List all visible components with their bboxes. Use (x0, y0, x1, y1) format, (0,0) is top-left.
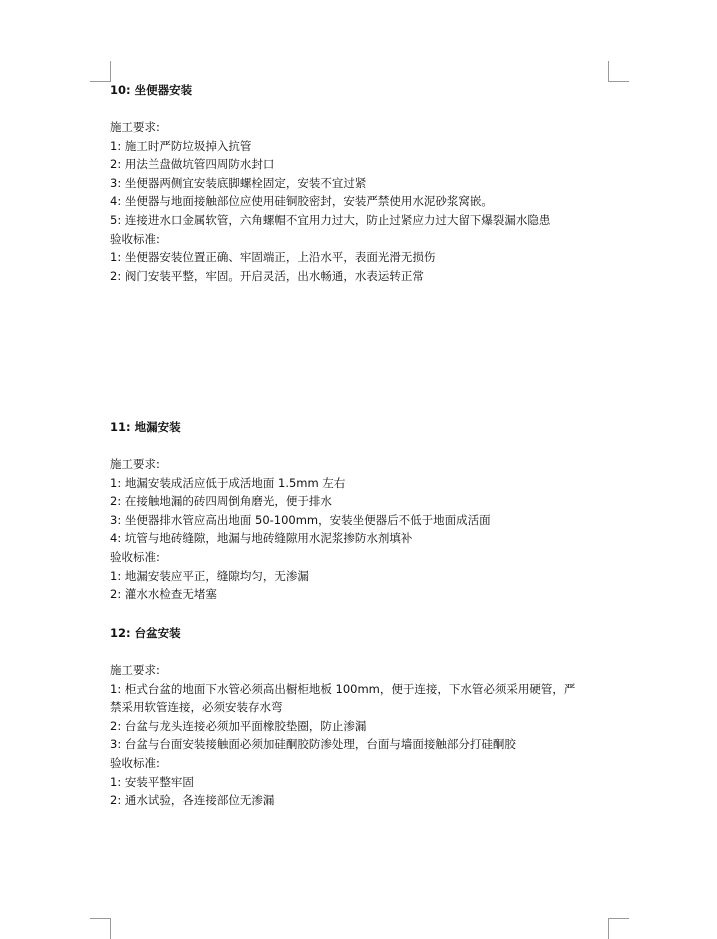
section-heading: 11: 地漏安装 (110, 420, 181, 434)
section-basin-installation (110, 624, 620, 810)
acceptance-item: 1: 地漏安装应平正，缝隙均匀，无渗漏 (110, 568, 309, 583)
requirement-item: 2: 在接触地漏的砖四周倒角磨光，便于排水 (110, 494, 332, 509)
acceptance-item: 2: 阀门安装平整，牢固。开启灵活，出水畅通，水表运转正常 (110, 268, 424, 283)
requirement-item: 2: 用法兰盘做坑管四周防水封口 (110, 157, 275, 172)
section-toilet-installation (110, 81, 620, 285)
requirement-item: 3: 坐便器两侧宜安装底脚螺栓固定，安装不宜过紧 (110, 175, 367, 190)
requirements-label: 施工要求: (110, 663, 160, 677)
acceptance-label: 验收标准: (110, 755, 160, 770)
requirement-item: 4: 坐便器与地面接触部位应使用硅铜胶密封，安装严禁使用水泥砂浆窝嵌。 (110, 194, 493, 209)
requirement-item: 1: 柜式台盆的地面下水管必须高出橱柜地板 100mm，便于连接，下水管必须采用硬管，严 (110, 681, 576, 696)
section-floor-drain-installation (110, 418, 620, 604)
section-heading: 10: 坐便器安装 (110, 83, 193, 97)
requirement-item: 5: 连接进水口金属软管，六角螺帽不宜用力过大，防止过紧应力过大留下爆裂漏水隐患 (110, 212, 551, 227)
requirements-label: 施工要求: (110, 120, 160, 134)
requirement-item: 1: 施工时严防垃圾掉入抗管 (110, 138, 252, 153)
requirement-item: 4: 坑管与地砖缝隙，地漏与地砖缝隙用水泥浆掺防水剂填补 (110, 531, 413, 546)
crop-mark-top-right (608, 61, 629, 82)
acceptance-item: 1: 安装平整牢固 (110, 774, 194, 789)
acceptance-item: 2: 灌水水检查无堵塞 (110, 587, 217, 602)
requirement-item: 3: 台盆与台面安装接触面必须加硅酮胶防渗处理，台面与墙面接触部分打硅酮胶 (110, 737, 516, 752)
section-heading: 12: 台盆安装 (110, 626, 181, 640)
requirement-item-continuation: 禁采用软管连接，必须安装存水弯 (110, 700, 283, 715)
acceptance-item: 1: 坐便器安装位置正确、牢固端正，上沿水平，表面光滑无损伤 (110, 250, 436, 265)
requirement-item: 2: 台盆与龙头连接必须加平面橡胶垫圈，防止渗漏 (110, 718, 367, 733)
acceptance-label: 验收标准: (110, 231, 160, 246)
requirements-label: 施工要求: (110, 457, 160, 471)
requirement-item: 1: 地漏安装成活应低于成活地面 1.5mm 左右 (110, 475, 346, 490)
acceptance-item: 2: 通水试验，各连接部位无渗漏 (110, 793, 275, 808)
requirement-item: 3: 坐便器排水管应高出地面 50-100mm，安装坐便器后不低于地面成活面 (110, 512, 491, 527)
crop-mark-top-left (90, 61, 111, 82)
acceptance-label: 验收标准: (110, 549, 160, 564)
